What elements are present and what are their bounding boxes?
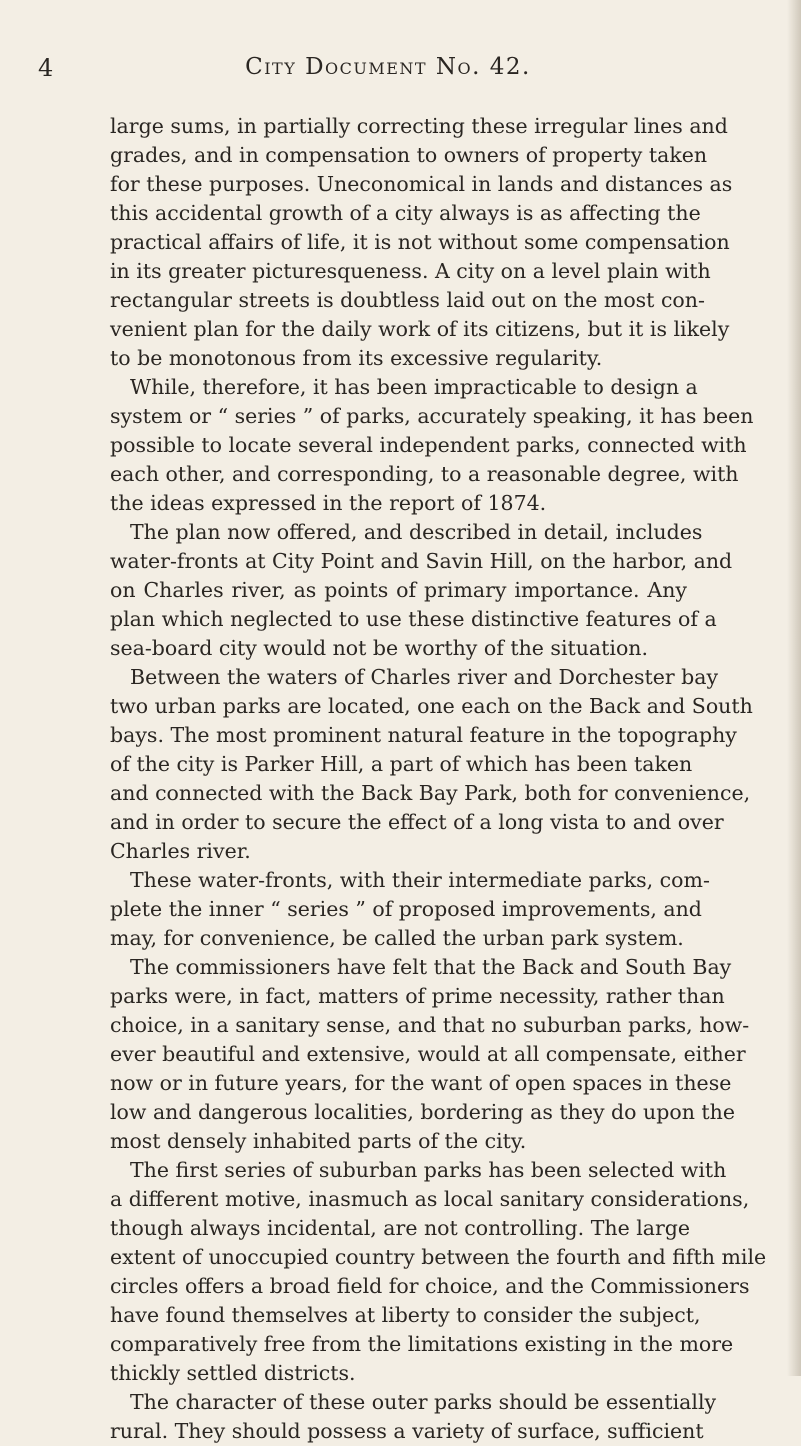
text-line: each other, and corresponding, to a reasonable degree, with bbox=[110, 462, 739, 486]
text-line: parks were, in fact, matters of prime necessity, rather than bbox=[110, 984, 725, 1008]
text-line: choice, in a sanitary sense, and that no suburban parks, how- bbox=[110, 1013, 750, 1037]
text-line: rectangular streets is doubtless laid out on the most con- bbox=[110, 288, 705, 312]
text-line: large sums, in partially correcting these irregular lines and bbox=[110, 114, 728, 138]
text-line: to be monotonous from its excessive regularity. bbox=[110, 346, 603, 370]
text-line: a different motive, inasmuch as local sanitary considerations, bbox=[110, 1187, 750, 1211]
text-line: sea-board city would not be worthy of the situation. bbox=[110, 636, 649, 660]
text-line: Between the waters of Charles river and Dorchester bay bbox=[130, 665, 719, 689]
text-line: and connected with the Back Bay Park, both for convenience, bbox=[110, 781, 751, 805]
text-line: The character of these outer parks should be essentially bbox=[130, 1390, 717, 1414]
text-line: rural. They should possess a variety of surface, sufficient bbox=[110, 1419, 704, 1443]
text-line: The commissioners have felt that the Back and South Bay bbox=[130, 955, 732, 979]
paragraph bbox=[110, 373, 754, 518]
text-line: The first series of suburban parks has been selected with bbox=[130, 1158, 727, 1182]
page-header bbox=[38, 54, 738, 88]
text-line: circles offers a broad field for choice, and the Commissioners bbox=[110, 1274, 750, 1298]
paragraph bbox=[110, 663, 753, 866]
text-line: The plan now offered, and described in detail, includes bbox=[130, 520, 703, 544]
text-line: and in order to secure the effect of a long vista to and over bbox=[110, 810, 724, 834]
text-line: system or “ series ” of parks, accurately speaking, it has been bbox=[110, 404, 754, 428]
text-line: comparatively free from the limitations existing in the more bbox=[110, 1332, 734, 1356]
text-line: two urban parks are located, one each on the Back and South bbox=[110, 694, 753, 718]
paragraph bbox=[110, 112, 733, 373]
text-line: plan which neglected to use these distinctive features of a bbox=[110, 607, 717, 631]
text-line: plete the inner “ series ” of proposed improvements, and bbox=[110, 897, 702, 921]
text-line: for these purposes. Uneconomical in lands and distances as bbox=[110, 172, 733, 196]
text-line: may, for convenience, be called the urban park system. bbox=[110, 926, 684, 950]
text-line: in its greater picturesqueness. A city on a level plain with bbox=[110, 259, 711, 283]
text-line: on Charles river, as points of primary importance. Any bbox=[110, 578, 687, 602]
text-line: practical affairs of life, it is not without some compensation bbox=[110, 230, 730, 254]
text-line: Charles river. bbox=[110, 839, 251, 863]
paragraph bbox=[110, 518, 733, 663]
text-line: low and dangerous localities, bordering as they do upon the bbox=[110, 1100, 735, 1124]
text-line: bays. The most prominent natural feature in the topography bbox=[110, 723, 737, 747]
text-line: These water-fronts, with their intermediate parks, com- bbox=[130, 868, 710, 892]
running-head: City Document No. 42. bbox=[245, 54, 531, 80]
text-line: now or in future years, for the want of open spaces in these bbox=[110, 1071, 732, 1095]
text-line: the ideas expressed in the report of 1874. bbox=[110, 491, 547, 515]
text-line: water-fronts at City Point and Savin Hill, on the harbor, and bbox=[110, 549, 733, 573]
text-line: ever beautiful and extensive, would at all compensate, either bbox=[110, 1042, 746, 1066]
body-text bbox=[110, 112, 767, 1446]
text-line: thickly settled districts. bbox=[110, 1361, 356, 1385]
text-line: of the city is Parker Hill, a part of which has been taken bbox=[110, 752, 693, 776]
text-line: While, therefore, it has been impracticable to design a bbox=[130, 375, 698, 399]
paragraph bbox=[110, 866, 710, 953]
text-line: most densely inhabited parts of the city. bbox=[110, 1129, 527, 1153]
text-line: venient plan for the daily work of its citizens, but it is likely bbox=[110, 317, 730, 341]
text-line: possible to locate several independent parks, connected with bbox=[110, 433, 747, 457]
paragraph bbox=[110, 1156, 767, 1388]
page-edge-shadow bbox=[787, 0, 801, 1376]
text-line: grades, and in compensation to owners of property taken bbox=[110, 143, 708, 167]
paragraph bbox=[110, 953, 750, 1156]
text-line: though always incidental, are not controlling. The large bbox=[110, 1216, 691, 1240]
text-line: this accidental growth of a city always is as affecting the bbox=[110, 201, 701, 225]
page-number: 4 bbox=[38, 54, 54, 82]
text-line: extent of unoccupied country between the fourth and fifth mile bbox=[110, 1245, 767, 1269]
paragraph bbox=[110, 1388, 717, 1446]
text-line: have found themselves at liberty to consider the subject, bbox=[110, 1303, 701, 1327]
